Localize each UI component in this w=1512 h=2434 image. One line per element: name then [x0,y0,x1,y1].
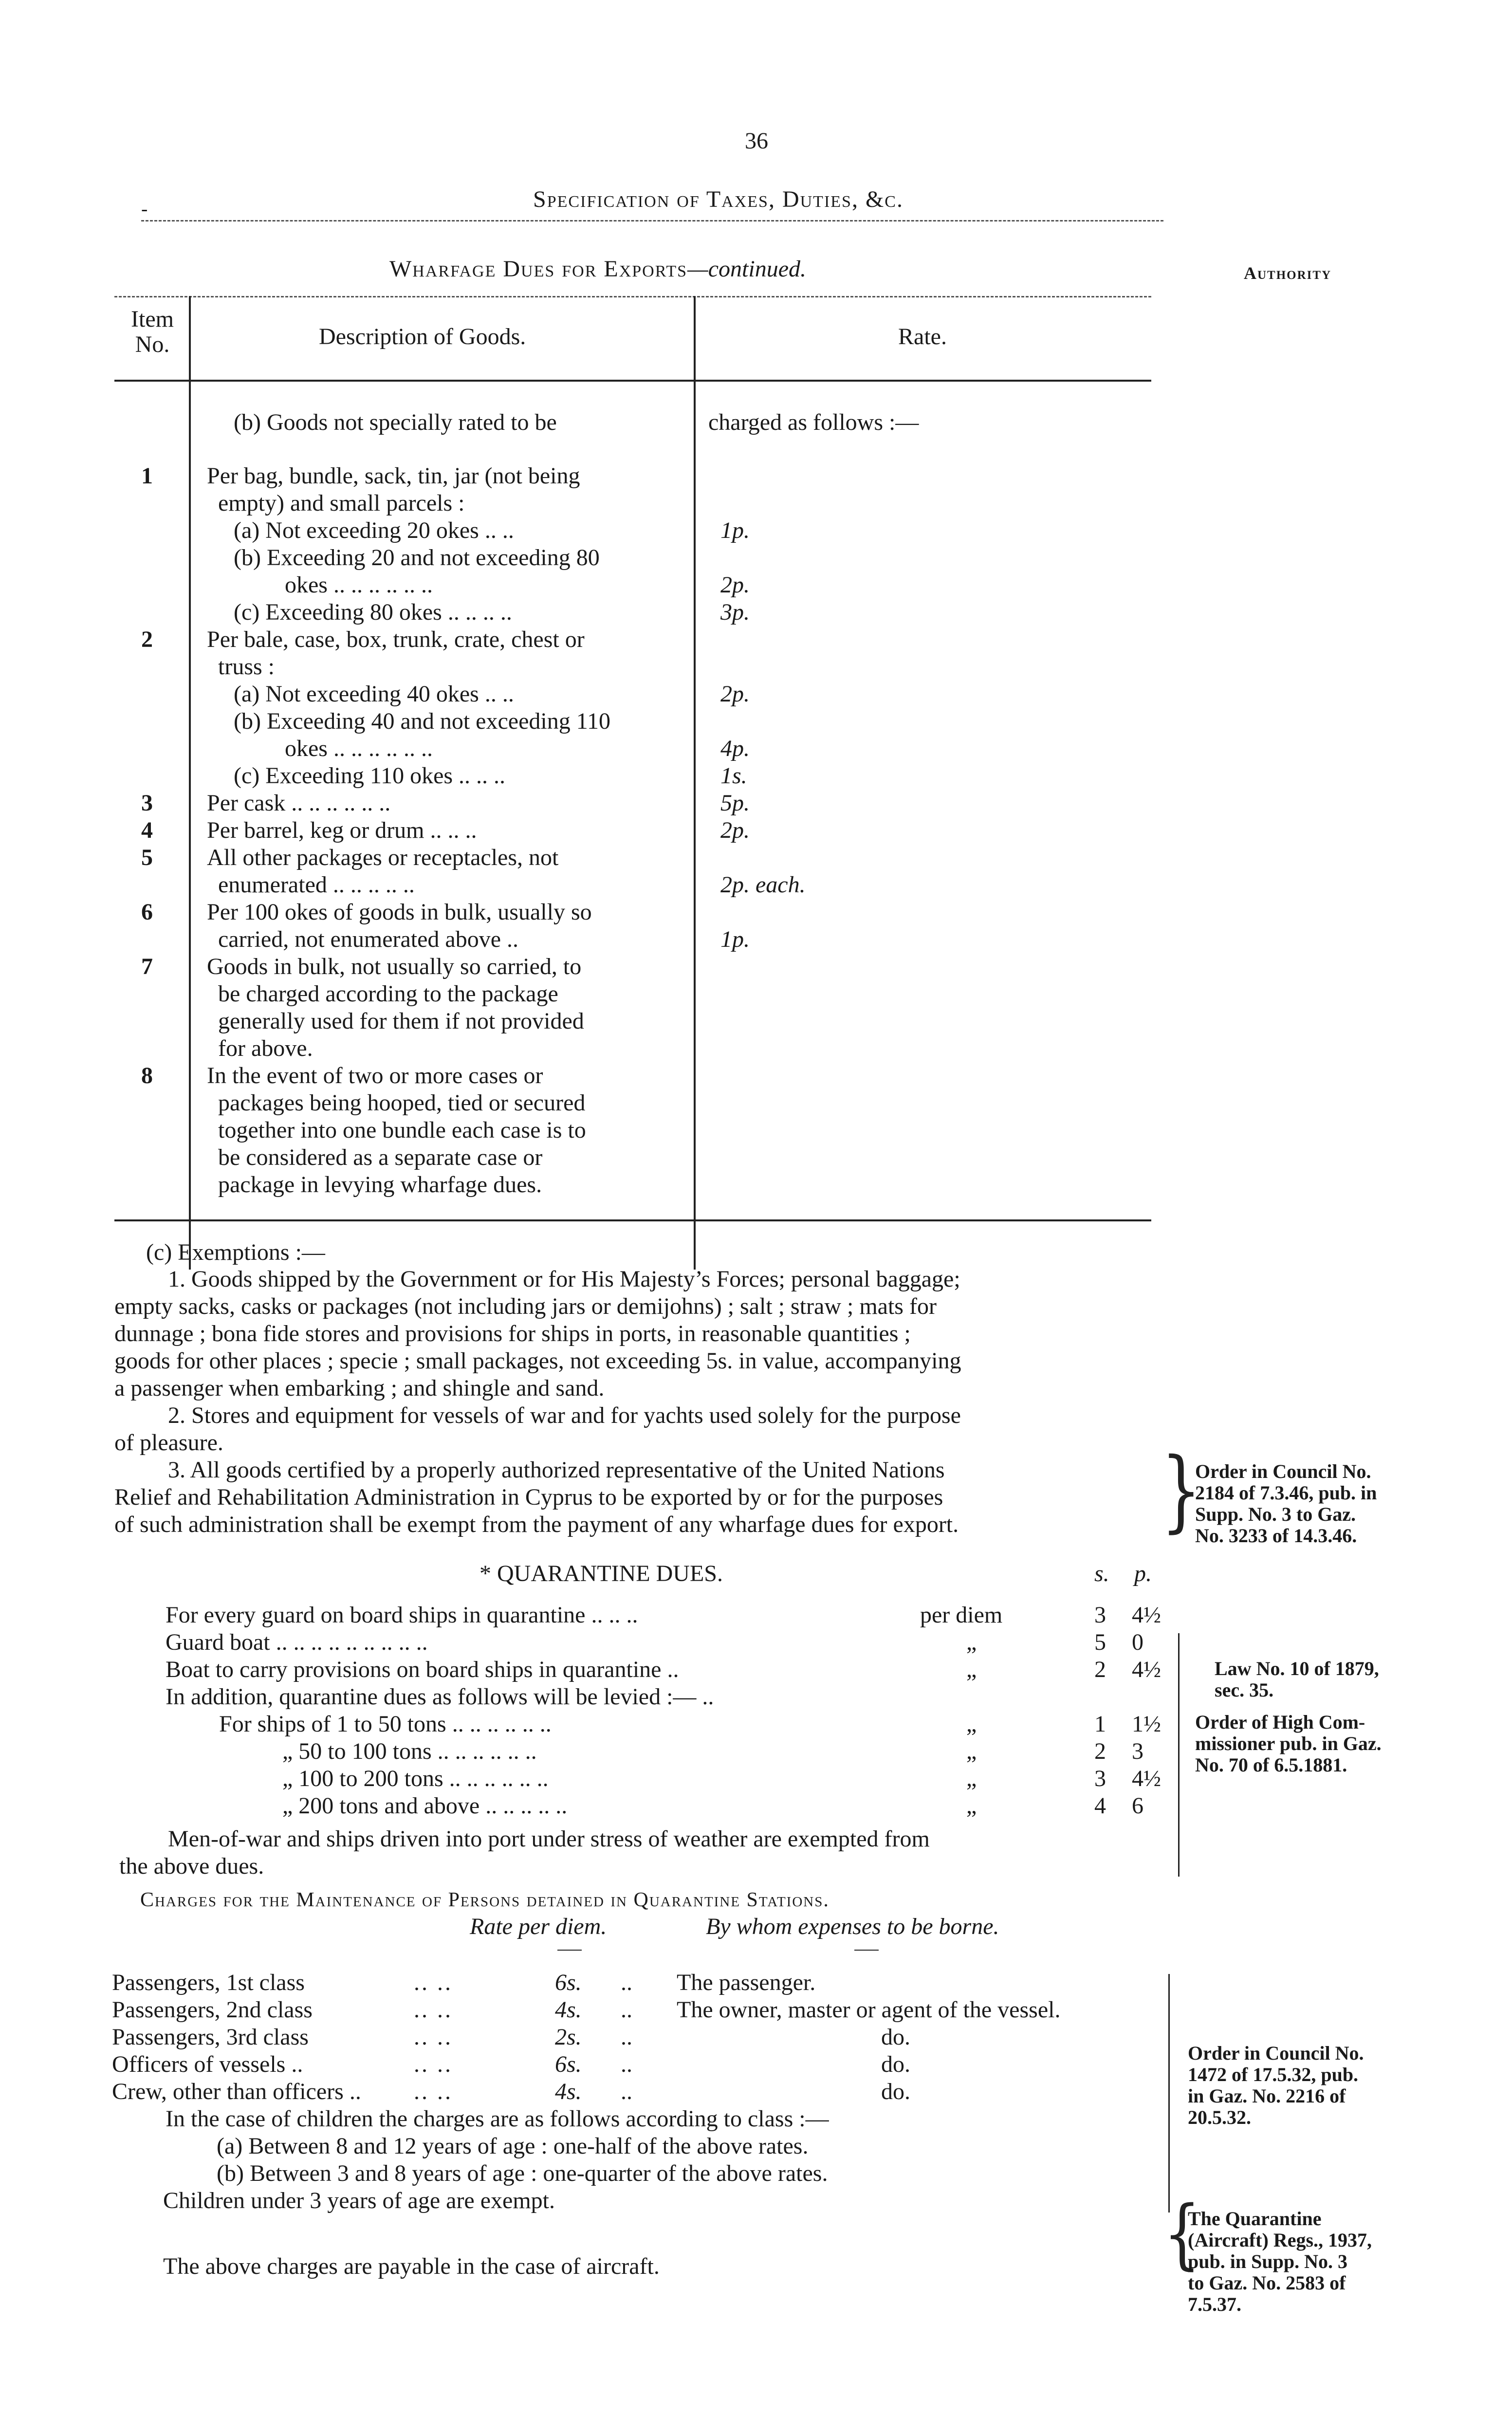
maintenance-row-rate: 6s. [555,2051,582,2077]
quarantine-row-unit: „ [966,1738,977,1764]
maintenance-row-label: Crew, other than officers .. [112,2079,361,2104]
table-row-item-no: 3 [141,790,153,816]
exemptions-heading: (c) Exemptions :— [146,1239,325,1265]
children-line: Children under 3 years of age are exempt. [163,2188,555,2213]
table-row-description: truss : [218,654,275,680]
quarantine-title: * QUARANTINE DUES. [479,1561,723,1586]
intro-desc: (b) Goods not specially rated to be [234,409,557,435]
col-shillings: s. [1094,1561,1109,1586]
header-rule [141,220,1163,221]
quarantine-row-label: For ships of 1 to 50 tons .. .. .. .. .. .. [219,1711,552,1737]
authority-line: sec. 35. [1215,1679,1274,1701]
quarantine-row-label: For every guard on board ships in quarantine .. .. .. [166,1602,638,1628]
table-row-description: okes .. .. .. .. .. .. [285,572,433,598]
quarantine-row-shillings: 3 [1094,1766,1106,1791]
table-row-description: empty) and small parcels : [218,490,465,516]
table-row-description: (a) Not exceeding 20 okes .. .. [234,517,514,543]
table-row-description: (b) Exceeding 40 and not exceeding 110 [234,708,610,734]
maintenance-row-leader: .. .. [414,2051,453,2077]
quarantine-row-shillings: 5 [1094,1629,1106,1655]
maintenance-row-leader: .. [621,2079,632,2104]
brace-quarantine [1178,1633,1180,1877]
authority-line: Order in Council No. [1188,2042,1364,2064]
quarantine-note-line: the above dues. [119,1853,264,1879]
maintenance-row-leader: .. .. [414,1970,453,1995]
col-by-whom: By whom expenses to be borne. [706,1914,999,1939]
quarantine-row-pence: 6 [1132,1793,1143,1819]
quarantine-row-label: Boat to carry provisions on board ships in quarantine .. [166,1657,679,1682]
table-row-item-no: 2 [141,627,153,652]
table-row-item-no: 7 [141,954,153,979]
exemption-line: goods for other places ; specie ; small packages, not exceeding 5s. in value, accompanying [114,1348,961,1374]
table-row-description: (c) Exceeding 80 okes .. .. .. .. [234,599,512,625]
quarantine-row-shillings: 2 [1094,1657,1106,1682]
maintenance-row-leader: .. [621,2051,632,2077]
quarantine-row-unit: „ [966,1629,977,1655]
authority-line: No. 3233 of 14.3.46. [1195,1525,1357,1547]
table-row-item-no: 8 [141,1063,153,1088]
table-row-description: generally used for them if not provided [218,1008,584,1034]
table-row-item-no: 4 [141,817,153,843]
aircraft-line: The above charges are payable in the case of aircraft. [163,2253,660,2279]
exemption-line: of such administration shall be exempt from the payment of any wharfage dues for export. [114,1512,959,1537]
authority-line: 1472 of 17.5.32, pub. [1188,2064,1359,2085]
dash-rate [557,1950,582,1951]
quarantine-row-unit: „ [966,1766,977,1791]
exemption-line: empty sacks, casks or packages (not including jars or demijohns) ; salt ; straw ; mats for [114,1293,937,1319]
brace-aircraft: { [1163,2190,1201,2278]
quarantine-row-shillings: 1 [1094,1711,1106,1737]
exemption-line: a passenger when embarking ; and shingle and sand. [114,1375,605,1401]
table-row-description: together into one bundle each case is to [218,1117,586,1143]
col-divider-rate [694,296,696,1270]
table-row-description: Per bale, case, box, trunk, crate, chest or [207,627,585,652]
maintenance-row-whom: The passenger. [677,1970,816,1995]
maintenance-row-label: Passengers, 1st class [112,1970,305,1995]
children-line: (a) Between 8 and 12 years of age : one-half of the above rates. [217,2133,809,2159]
table-row-rate: 5p. [720,790,750,816]
table-row-rate: 3p. [720,599,750,625]
children-line: In the case of children the charges are as follows according to class :— [166,2106,829,2132]
quarantine-note-line: Men-of-war and ships driven into port under stress of weather are exempted from [168,1826,930,1852]
dash-whom [854,1950,879,1951]
authority-line: Order of High Com- [1195,1711,1365,1733]
quarantine-row-pence: 1½ [1132,1711,1161,1737]
authority-line: in Gaz. No. 2216 of [1188,2085,1346,2107]
table-row-description: In the event of two or more cases or [207,1063,543,1088]
table-row-rate: 2p. [720,572,750,598]
table-row-description: Per bag, bundle, sack, tin, jar (not being [207,463,580,489]
table-row-rate: 1s. [720,763,747,789]
authority-line: No. 70 of 6.5.1881. [1195,1754,1347,1776]
maintenance-row-rate: 4s. [555,2079,582,2104]
brace-exemptions: } [1161,1438,1201,1542]
quarantine-row-unit: per diem [920,1602,1003,1628]
maintenance-row-label: Officers of vessels .. [112,2051,303,2077]
exemption-line: 3. All goods certified by a properly authorized representative of the United Nations [168,1457,945,1483]
quarantine-row-pence: 3 [1132,1738,1143,1764]
exemption-line: 1. Goods shipped by the Government or for His Majesty’s Forces; personal baggage; [168,1266,960,1292]
authority-line: Supp. No. 3 to Gaz. [1195,1503,1356,1525]
quarantine-row-unit: „ [966,1711,977,1737]
quarantine-row-shillings: 3 [1094,1602,1106,1628]
quarantine-row-label: „ 200 tons and above .. .. .. .. .. [282,1793,568,1819]
maintenance-row-leader: .. [621,1970,632,1995]
table-row-description: (b) Exceeding 20 and not exceeding 80 [234,545,600,571]
maintenance-row-leader: .. [621,1997,632,2023]
table-row-item-no: 1 [141,463,153,489]
table-row-description: Per cask .. .. .. .. .. .. [207,790,391,816]
table-top-rule [114,296,1151,297]
table-row-rate: 4p. [720,736,750,761]
col-divider-item [189,296,191,1270]
authority-line: (Aircraft) Regs., 1937, [1188,2229,1372,2251]
running-title: Specification of Taxes, Duties, &c. [533,186,904,212]
header-description: Description of Goods. [319,324,526,350]
table-row-description: be considered as a separate case or [218,1144,543,1170]
maintenance-row-whom: do. [881,2051,910,2077]
maintenance-row-label: Passengers, 2nd class [112,1997,313,2023]
table-row-description: (c) Exceeding 110 okes .. .. .. [234,763,506,789]
quarantine-row-label: Guard boat .. .. .. .. .. .. .. .. .. [166,1629,428,1655]
maintenance-row-whom: The owner, master or agent of the vessel. [677,1997,1061,2023]
authority-line: missioner pub. in Gaz. [1195,1733,1382,1754]
maintenance-row-whom: do. [881,2024,910,2050]
authority-line: The Quarantine [1188,2208,1322,2230]
maintenance-row-label: Passengers, 3rd class [112,2024,309,2050]
table-header-rule [114,380,1151,382]
quarantine-row-unit: „ [966,1793,977,1819]
table-row-description: carried, not enumerated above .. [218,926,519,952]
table-row-description: be charged according to the package [218,981,558,1007]
brace-maintenance [1168,1974,1170,2213]
header-item-no: Item No. [131,306,174,357]
table-row-description: enumerated .. .. .. .. .. [218,872,415,898]
table-row-rate: 1p. [720,517,750,543]
table-row-rate: 2p. [720,817,750,843]
authority-line: Law No. 10 of 1879, [1215,1658,1379,1679]
table-row-rate: 2p. [720,681,750,707]
maintenance-row-whom: do. [881,2079,910,2104]
authority-heading: Authority [1244,263,1332,283]
exemption-line: dunnage ; bona fide stores and provisions for ships in ports, in reasonable quantities ; [114,1321,911,1346]
header-rate: Rate. [898,324,947,350]
maintenance-row-rate: 6s. [555,1970,582,1995]
table-row-description: packages being hooped, tied or secured [218,1090,586,1116]
table-row-item-no: 6 [141,899,153,925]
authority-line: 2184 of 7.3.46, pub. in [1195,1482,1377,1504]
table-row-rate: 2p. each. [720,872,806,898]
maintenance-row-leader: .. [621,2024,632,2050]
table-row-description: Per barrel, keg or drum .. .. .. [207,817,477,843]
table-row-rate: 1p. [720,926,750,952]
col-pence: p. [1134,1561,1152,1586]
table-row-description: (a) Not exceeding 40 okes .. .. [234,681,514,707]
children-line: (b) Between 3 and 8 years of age : one-quarter of the above rates. [217,2160,828,2186]
table-row-description: Per 100 okes of goods in bulk, usually so [207,899,592,925]
table-bottom-rule [114,1219,1151,1221]
maintenance-row-rate: 4s. [555,1997,582,2023]
table-row-description: for above. [218,1035,313,1061]
maintenance-row-leader: .. .. [414,2079,453,2104]
table-row-description: All other packages or receptacles, not [207,845,559,870]
authority-line: 7.5.37. [1188,2293,1241,2315]
authority-line: to Gaz. No. 2583 of [1188,2272,1346,2294]
exemption-line: of pleasure. [114,1430,223,1456]
maintenance-title: Charges for the Maintenance of Persons detained in Quarantine Stations. [140,1889,830,1911]
table-row-item-no: 5 [141,845,153,870]
table-row-description: okes .. .. .. .. .. .. [285,736,433,761]
quarantine-row-unit: „ [966,1657,977,1682]
exemption-line: Relief and Rehabilitation Administration in Cyprus to be exported by or for the purposes [114,1484,943,1510]
authority-line: 20.5.32. [1188,2106,1251,2128]
intro-rate: charged as follows :— [708,409,919,435]
margin-mark: - [141,198,148,220]
quarantine-row-label: „ 100 to 200 tons .. .. .. .. .. .. [282,1766,549,1791]
authority-line: pub. in Supp. No. 3 [1188,2250,1347,2272]
quarantine-row-pence: 0 [1132,1629,1143,1655]
section-title: Wharfage Dues for Exports—continued. [389,256,807,282]
maintenance-row-leader: .. .. [414,1997,453,2023]
table-row-description: Goods in bulk, not usually so carried, to [207,954,582,979]
page-number: 36 [745,128,768,154]
exemption-line: 2. Stores and equipment for vessels of war and for yachts used solely for the purpose [168,1402,961,1428]
quarantine-row-shillings: 2 [1094,1738,1106,1764]
maintenance-row-leader: .. .. [414,2024,453,2050]
quarantine-row-label: In addition, quarantine dues as follows will be levied :— .. [166,1684,714,1710]
col-rate-per-diem: Rate per diem. [470,1914,607,1939]
maintenance-row-rate: 2s. [555,2024,582,2050]
quarantine-row-shillings: 4 [1094,1793,1106,1819]
table-row-description: package in levying wharfage dues. [218,1172,542,1198]
quarantine-row-pence: 4½ [1132,1657,1161,1682]
quarantine-row-pence: 4½ [1132,1766,1161,1791]
quarantine-row-pence: 4½ [1132,1602,1161,1628]
quarantine-row-label: „ 50 to 100 tons .. .. .. .. .. .. [282,1738,537,1764]
authority-line: Order in Council No. [1195,1460,1371,1482]
